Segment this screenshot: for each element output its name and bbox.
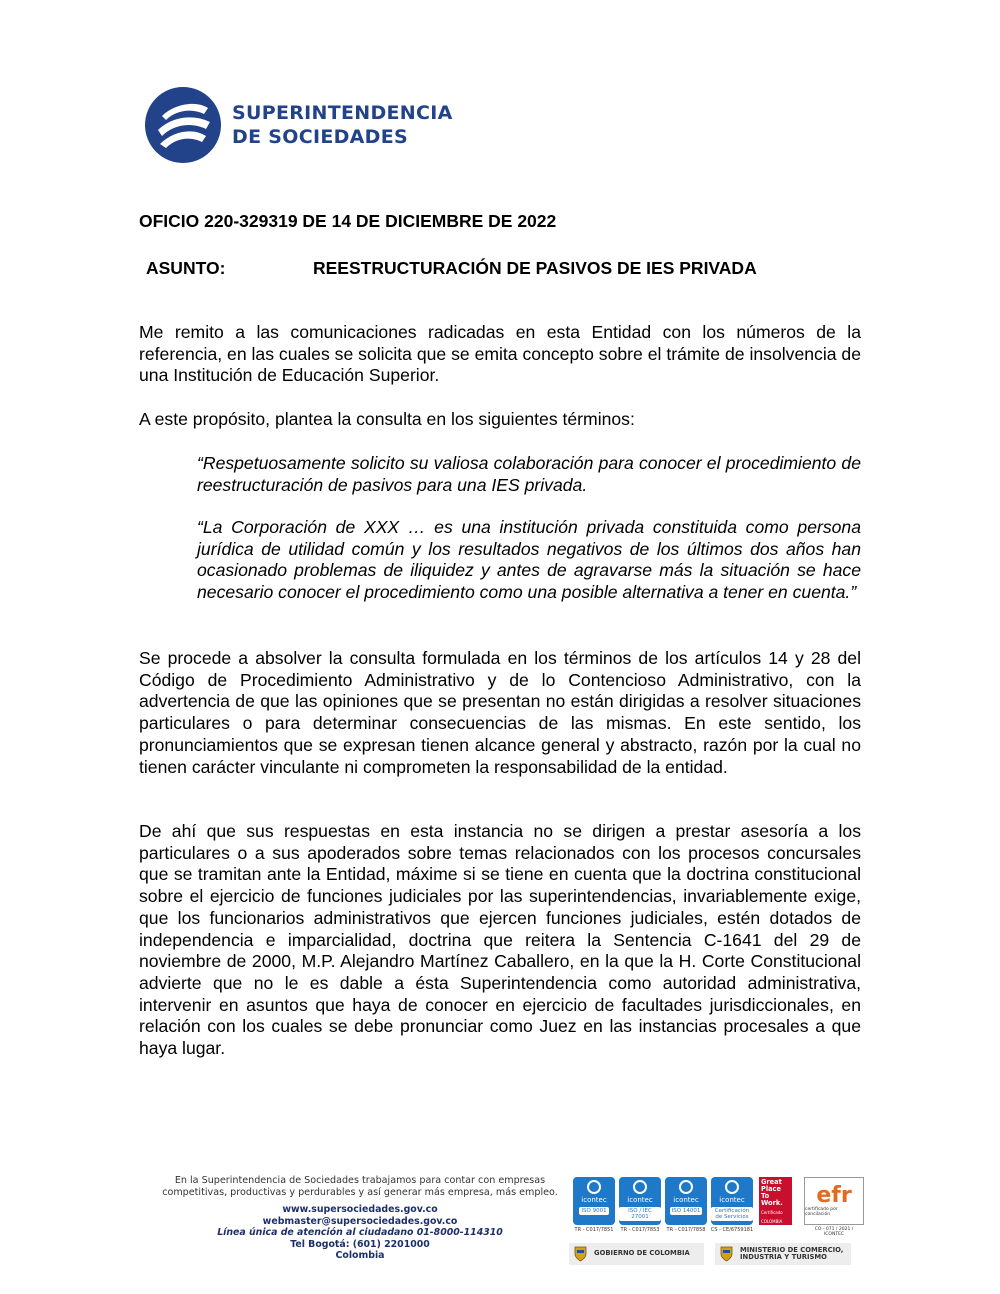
logo-emblem-icon bbox=[144, 86, 222, 164]
cert-code: TR - C017/7851 bbox=[574, 1227, 614, 1233]
footer-country: Colombia bbox=[335, 1250, 385, 1261]
efr-logo: efr bbox=[816, 1183, 852, 1208]
mincomercio-badge bbox=[715, 1243, 851, 1265]
asunto-value: REESTRUCTURACIÓN DE PASIVOS DE IES PRIVADA bbox=[313, 258, 757, 278]
gov2-line1: MINISTERIO DE COMERCIO, bbox=[740, 1245, 844, 1254]
gov2-line2: INDUSTRIA Y TURISMO bbox=[740, 1253, 827, 1261]
footer-website-link[interactable]: www.supersociedades.gov.co bbox=[282, 1204, 438, 1215]
paragraph-2: A este propósito, plantea la consulta en los siguientes términos: bbox=[139, 409, 635, 429]
cert-brand: icontec bbox=[581, 1196, 607, 1204]
icontec-icon bbox=[679, 1180, 693, 1194]
icontec-icon bbox=[633, 1180, 647, 1194]
footer-contact-block bbox=[160, 1175, 560, 1262]
quote-2: “La Corporación de XXX … es una institución privada constituida como persona jurídica de utilidad común y los resultados negativos de los últimos dos años han ocasionado problemas de iliquidez y antes de agravarse más la situación se hace necesario conocer el procedimiento como una posible alternativa a tener en cuenta.” bbox=[197, 517, 861, 603]
paragraph-3: Se procede a absolver la consulta formulada en los términos de los artículos 14 y 28 del Código de Procedimiento Administrativo y de lo Contencioso Administrativo, con la advertencia de que las opiniones que se presentan no están dirigidas a resolver situaciones particulares o para determinar consecuencias de las mismas. En este sentido, los pronunciamientos que se expresan tienen alcance general y abstracto, razón por la cual no tienen carácter vinculante ni comprometen la responsabilidad de la entidad. bbox=[139, 648, 861, 777]
gptw-line: Place bbox=[761, 1185, 781, 1193]
gptw-line: Work. bbox=[761, 1199, 783, 1207]
certification-badges bbox=[573, 1177, 864, 1237]
cert-brand: icontec bbox=[719, 1196, 745, 1204]
gptw-line: COLOMBIA bbox=[761, 1219, 783, 1224]
cert-badge-iso9001 bbox=[573, 1177, 615, 1233]
gptw-line: Certificado bbox=[761, 1210, 783, 1215]
logo-line2: DE SOCIEDADES bbox=[232, 126, 409, 148]
logo-wordmark bbox=[232, 101, 453, 149]
efr-code: CO - 071 / 2021 / ICONTEC bbox=[814, 1227, 854, 1237]
footer-email-link[interactable]: webmaster@supersociedades.gov.co bbox=[262, 1215, 458, 1227]
cert-iso: ISO 9001 bbox=[581, 1208, 607, 1214]
asunto-row bbox=[146, 258, 757, 279]
cert-badge-servicios bbox=[711, 1177, 753, 1233]
cert-iso: ISO / IEC 27001 bbox=[619, 1207, 661, 1221]
paragraph-4: De ahí que sus respuestas en esta instancia no se dirigen a prestar asesoría a los particulares o a sus apoderados sobre temas relacionados con los procesos concursales que se tramitan ante la Entidad, máxime si se tiene en cuenta que la doctrina constitucional sobre el ejercicio de funciones judiciales por las superintendencias, invariablemente exige, que los funcionarios administrativos que ejercen funciones judiciales, estén dotados de independencia e imparcialidad, doctrina que reitera la Sentencia C-1641 del 29 de noviembre de 2000, M.P. Alejandro Martínez Caballero, en la que la H. Corte Constitucional advierte que no le es dable a ésta Superintendencia como autoridad administrativa, intervenir en asuntos que haya de conocer en ejercicio de facultades jurisdiccionales, en relación con los cuales se debe pronunciar como Juez en las instancias procesales a que haya lugar. bbox=[139, 821, 861, 1059]
cert-brand: icontec bbox=[673, 1196, 699, 1204]
efr-badge bbox=[804, 1177, 864, 1225]
icontec-icon bbox=[725, 1180, 739, 1194]
cert-iso: Certificación de Servicios bbox=[711, 1207, 753, 1221]
superintendencia-logo bbox=[144, 86, 453, 164]
asunto-label: ASUNTO: bbox=[146, 258, 226, 278]
cert-brand: icontec bbox=[627, 1196, 653, 1204]
cert-code: TR - C017/7853 bbox=[620, 1227, 660, 1233]
footer-tagline-2: competitivas, productivas y perdurables y así generar más empresa, más empleo. bbox=[162, 1186, 558, 1198]
footer-tagline-1: En la Superintendencia de Sociedades trabajamos para contar con empresas bbox=[174, 1175, 546, 1186]
gptw-line: Great bbox=[761, 1178, 782, 1186]
quote-1: “Respetuosamente solicito su valiosa colaboración para conocer el procedimiento de reestructuración de pasivos para una IES privada. bbox=[197, 453, 861, 495]
efr-sub: certificado por concilación bbox=[805, 1207, 838, 1217]
cert-badge-iso27001 bbox=[619, 1177, 661, 1233]
efr-badge-group bbox=[796, 1177, 864, 1237]
cert-iso: ISO 14001 bbox=[671, 1208, 701, 1214]
document-title: OFICIO 220-329319 DE 14 DE DICIEMBRE DE 2022 bbox=[139, 211, 557, 231]
paragraph-1: Me remito a las comunicaciones radicadas en esta Entidad con los números de la referencia, en las cuales se solicita que se emita concepto sobre el trámite de insolvencia de una Institución de Educación Superior. bbox=[139, 322, 861, 386]
cert-badge-iso14001 bbox=[665, 1177, 707, 1233]
gov1-label: GOBIERNO DE COLOMBIA bbox=[594, 1249, 690, 1258]
gobierno-colombia-badge bbox=[569, 1243, 704, 1265]
cert-code: TR - C017/7858 bbox=[666, 1227, 706, 1233]
footer-phone: Tel Bogotá: (601) 2201000 bbox=[290, 1238, 430, 1250]
colombia-shield-icon bbox=[720, 1246, 733, 1262]
great-place-to-work-badge bbox=[759, 1177, 792, 1225]
colombia-shield-icon bbox=[574, 1246, 587, 1262]
footer-hotline: Línea única de atención al ciudadano 01-8000-114310 bbox=[217, 1227, 503, 1238]
logo-line1: SUPERINTENDENCIA bbox=[232, 102, 453, 124]
icontec-icon bbox=[587, 1180, 601, 1194]
cert-code: CS - CE/6759181 bbox=[710, 1227, 754, 1233]
gptw-line: To bbox=[761, 1192, 770, 1200]
